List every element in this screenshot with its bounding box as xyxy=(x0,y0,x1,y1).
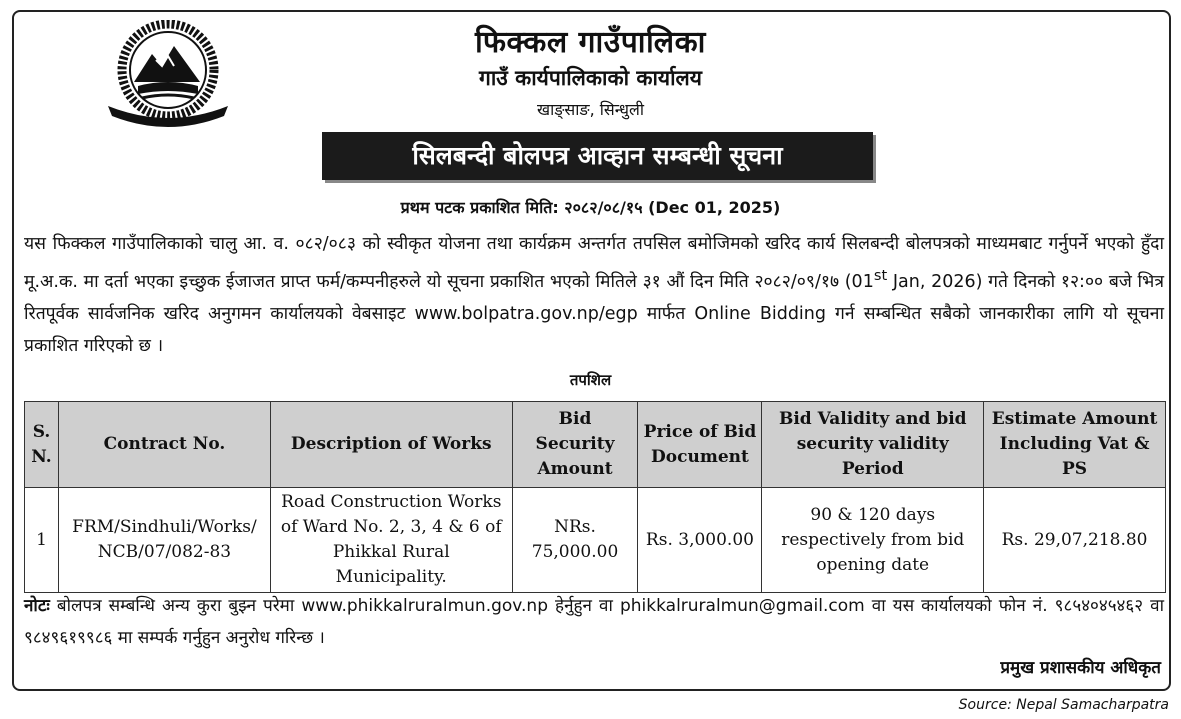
notice-body-superscript: st xyxy=(873,267,888,284)
footer-note xyxy=(24,590,1164,654)
cell-bid-security: NRs. 75,000.00 xyxy=(512,488,638,593)
table-header-row xyxy=(25,402,1166,488)
schedule-label: तपशिल xyxy=(569,371,612,389)
publish-date: प्रथम पटक प्रकाशित मिति: २०८२/०८/१५ (Dec 01, 2025) xyxy=(400,198,781,217)
works-table xyxy=(24,401,1166,593)
office-location: खाङ्साङ, सिन्धुली xyxy=(537,100,644,119)
notice-body xyxy=(24,228,1164,362)
note-label: नोटः xyxy=(24,596,50,616)
col-price: Price of Bid Document xyxy=(638,402,762,488)
notice-body-part-1: यस फिक्कल गाउँपालिकाको चालु आ. व. ०८२/०८३ को स्वीकृत योजना तथा कार्यक्रम अन्तर्गत तपसिल बमोजिमको खरिद कार्य सिलबन्दी बोलपत्रको माध्यमबाट गर्नुपर्ने भएको हुँदा मू.अ.क. मा दर्ता भएका इच्छुक ईजाजत प्राप्त फर्म/कम्पनीहरुले यो सूचना प्रकाशित भएको मितिले ३१ औं दिन मिति २०८२/०९/१७ (01 xyxy=(24,234,1164,292)
source-credit: Source: Nepal Samacharpatra xyxy=(958,697,1169,713)
cell-description: Road Construction Works of Ward No. 2, 3, 4 & 6 of Phikkal Rural Municipality. xyxy=(270,488,512,593)
note-text: बोलपत्र सम्बन्धि अन्य कुरा बुझ्न परेमा www.phikkalruralmun.gov.np हेर्नुहुन वा phikkalruralmun@gmail.com वा यस कार्यालयको फोन नं. ९८५४०४५४६२ वा ९८४९६१९९८६ मा सम्पर्क गर्नुहुन अनुरोध गरिन्छ । xyxy=(24,596,1164,648)
col-bid-security: Bid Security Amount xyxy=(512,402,638,488)
municipality-title: फिक्कल गाउँपालिका xyxy=(475,25,706,60)
cell-price: Rs. 3,000.00 xyxy=(638,488,762,593)
col-description: Description of Works xyxy=(270,402,512,488)
notice-body-part-2: Jan, 2026) गते दिनको १२:०० बजे भित्र रितपूर्वक सार्वजनिक खरिद अनुगमन कार्यालयको वेबसाइट www.bolpatra.gov.np/egp मार्फत Online Bidding गर्न सम्बन्धित सबैको जानकारीका लागि यो सूचना प्रकाशित गरिएको छ । xyxy=(24,271,1164,356)
col-validity: Bid Validity and bid security validity Period xyxy=(762,402,984,488)
cell-validity: 90 & 120 days respectively from bid opening date xyxy=(762,488,984,593)
notice-banner: सिलबन्दी बोलपत्र आव्हान सम्बन्धी सूचना xyxy=(322,132,873,180)
table-row xyxy=(25,488,1166,593)
col-estimate: Estimate Amount Including Vat & PS xyxy=(984,402,1166,488)
col-contract-no: Contract No. xyxy=(58,402,270,488)
cell-estimate: Rs. 29,07,218.80 xyxy=(984,488,1166,593)
office-subtitle: गाउँ कार्यपालिकाको कार्यालय xyxy=(479,66,702,90)
cell-sn: 1 xyxy=(25,488,59,593)
cell-contract-no: FRM/Sindhuli/Works/ NCB/07/082-83 xyxy=(58,488,270,593)
signoff: प्रमुख प्रशासकीय अधिकृत xyxy=(1000,658,1161,678)
col-sn: S. N. xyxy=(25,402,59,488)
